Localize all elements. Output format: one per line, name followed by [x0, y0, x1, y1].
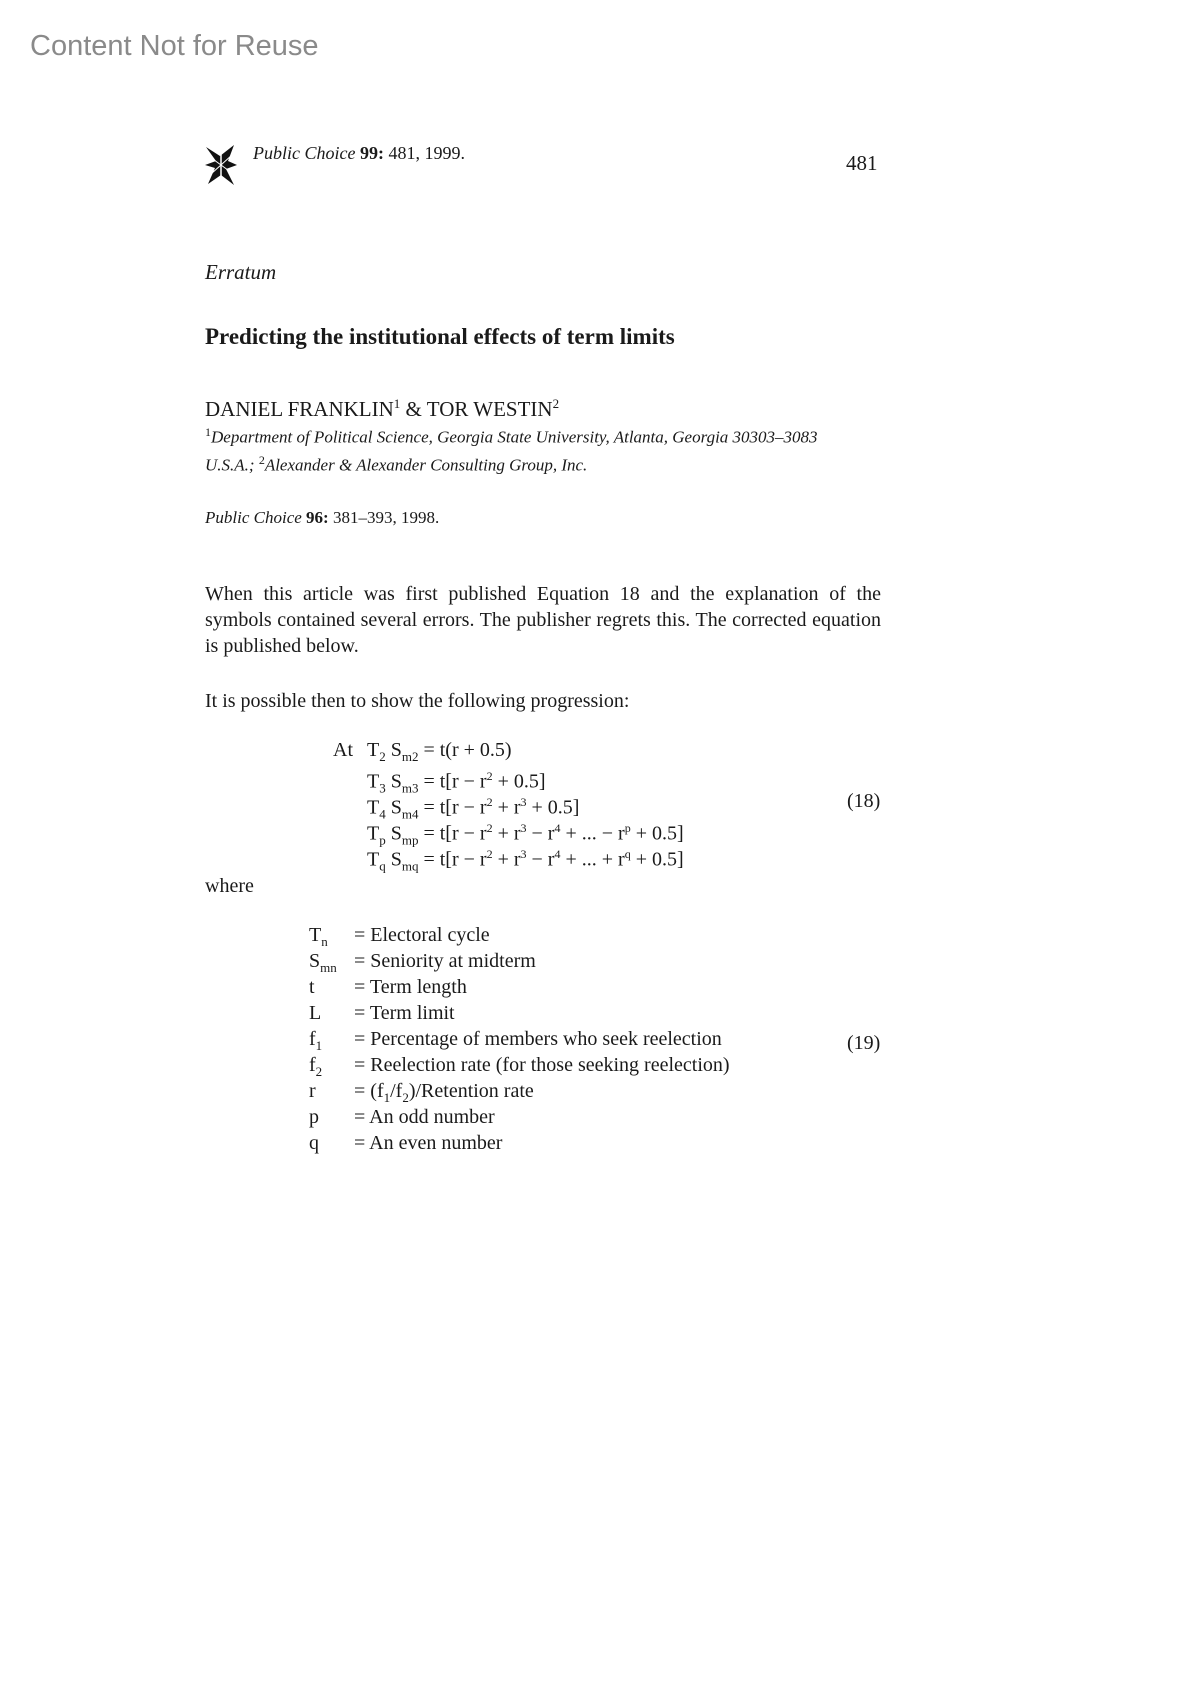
affil-1-line2: U.S.A.;	[205, 455, 259, 475]
paragraph-2: It is possible then to show the following progression:	[205, 690, 630, 712]
journal-header	[253, 143, 465, 164]
affil-1-sup: 1	[205, 425, 211, 439]
eq18-row: $T_4$ $S_{m4} = t[r - r^2 + r^3 + 0.5]$	[367, 795, 580, 822]
eq18-row: $T_3$ $S_{m3} = t[r - r^2 + 0.5]$	[367, 769, 546, 796]
definition-text: = An even number	[354, 1132, 503, 1154]
author-2-sup: 2	[552, 396, 560, 411]
original-citation	[205, 508, 439, 528]
author-separator: &	[400, 397, 427, 421]
publisher-logo-icon	[204, 143, 238, 186]
eq18-row: $T_q$ $S_{mq} = t[r - r^2 + r^3 - r^4$ + ... + $r^q + 0.5$]	[367, 847, 684, 874]
author-2: TOR WESTIN	[426, 397, 553, 421]
definition-text: = $(f_1/f_2)$/Retention rate	[354, 1080, 534, 1105]
definition-symbol: L	[309, 1002, 322, 1024]
erratum-label: Erratum	[205, 260, 277, 284]
definition-symbol: $f_2$	[309, 1054, 323, 1079]
affil-1-line1: Department of Political Science, Georgia State University, Atlanta, Georgia 30303–3083	[211, 427, 818, 447]
definition-text: = Seniority at midterm	[354, 950, 536, 972]
definition-symbol: p	[309, 1106, 319, 1128]
definition-text: = Term limit	[354, 1002, 455, 1024]
definition-text: = Term length	[354, 976, 467, 998]
eq19-number: (19)	[847, 1032, 881, 1054]
definition-symbol: r	[309, 1080, 316, 1102]
affil-2-sup: 2	[258, 452, 265, 467]
author-1-sup: 1	[393, 396, 401, 411]
orig-journal: Public Choice	[205, 508, 302, 527]
authors	[205, 396, 559, 422]
paragraph-1: When this article was first published Equation 18 and the explanation of the symbols contained several errors. The publisher regrets this. The corrected equation is published below.	[205, 583, 881, 657]
definition-text: = Electoral cycle	[354, 924, 490, 946]
eq18-row: $T_p$ $S_{mp} = t[r - r^2 + r^3 - r^4$ + ... − $r^p + 0.5$]	[367, 821, 684, 848]
journal-volume: 99:	[359, 143, 384, 163]
definition-symbol: t	[309, 976, 315, 998]
definition-text: = An odd number	[354, 1106, 495, 1128]
definition-symbol: q	[309, 1132, 319, 1154]
eq18-number: (18)	[847, 790, 881, 812]
journal-pages-year: 481, 1999.	[388, 143, 465, 163]
watermark: Content Not for Reuse	[30, 30, 319, 62]
where-label: where	[205, 875, 254, 897]
definition-text: = Percentage of members who seek reelection	[354, 1028, 722, 1050]
orig-pages: 381–393, 1998.	[328, 508, 440, 527]
affil-2: Alexander & Alexander Consulting Group, Inc.	[264, 455, 588, 475]
definition-symbol: $S_{mn}$	[309, 950, 337, 975]
journal-name: Public Choice	[253, 143, 356, 163]
eq18-at: At	[333, 739, 353, 761]
definition-text: = Reelection rate (for those seeking reelection)	[354, 1054, 730, 1076]
eq18-row: $T_2$ $S_{m2} = t(r + 0.5)$	[367, 739, 512, 764]
page-number: 481	[846, 151, 878, 175]
orig-volume: 96:	[306, 508, 329, 527]
definition-symbol: $f_1$	[309, 1028, 323, 1053]
definition-symbol: $T_n$	[309, 924, 328, 949]
author-1: DANIEL FRANKLIN	[205, 397, 394, 421]
article-title: Predicting the institutional effects of term limits	[205, 324, 675, 349]
affiliations	[205, 421, 885, 476]
